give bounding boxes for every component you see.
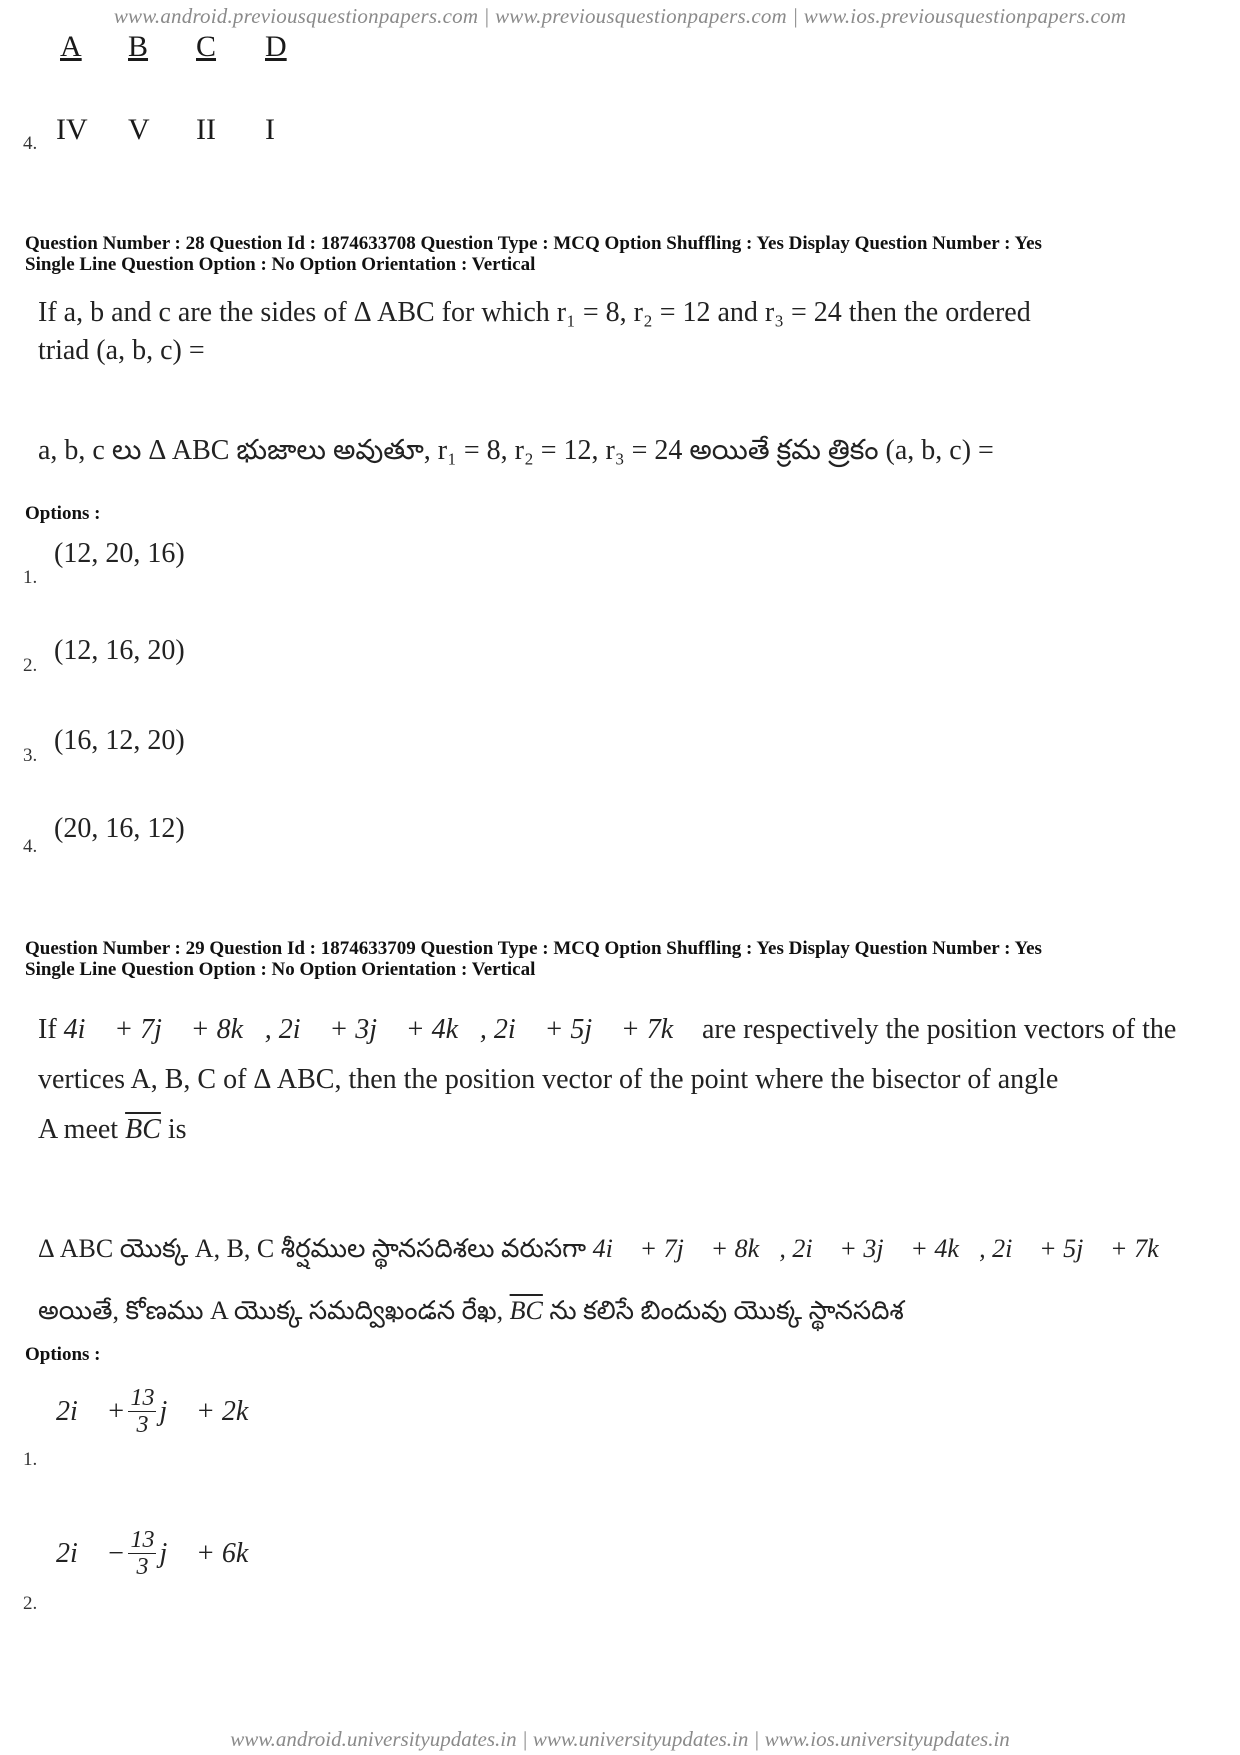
q28-meta-line2: Single Line Question Option : No Option Orientation : Vertical	[25, 254, 536, 275]
q29-option-2-frac-num: 13	[130, 1527, 155, 1553]
q29-option-1-pre: 2i⃗ +	[56, 1395, 126, 1427]
q28-option-4-value[interactable]: (20, 16, 12)	[54, 813, 185, 844]
q29-english-question	[38, 1005, 1176, 1155]
q28-english-question	[38, 294, 1031, 370]
q29-telugu-line2	[38, 1280, 1179, 1342]
match-value-a: IV	[56, 113, 88, 146]
q29-telugu-line1	[38, 1218, 1179, 1280]
q29-option-1-number[interactable]: 1.	[23, 1449, 38, 1470]
q28-option-2-value[interactable]: (12, 16, 20)	[54, 635, 185, 666]
q29-option-1-frac-num: 13	[130, 1385, 155, 1411]
footer-urls: www.android.universityupdates.in | www.universityupdates.in | www.ios.universityupdates.in	[230, 1727, 1010, 1751]
q29-option-2-value[interactable]	[56, 1527, 270, 1580]
q28-option-4-number[interactable]: 4.	[23, 836, 38, 857]
q29-meta	[25, 938, 1042, 980]
q28-options-label: Options :	[25, 503, 101, 524]
option-number: 4.	[23, 133, 38, 154]
q28-telugu-question: a, b, c లు Δ ABC భుజాలు అవుతూ, r₁ = 8, r₂ = 12, r₃ = 24 అయితే క్రమ త్రికం (a, b, c) =	[38, 435, 994, 466]
q29-telugu-vectors: 4i⃗ + 7j⃗ + 8k⃗, 2i⃗ + 3j⃗ + 4k⃗, 2i⃗ + 5j⃗ + 7k⃗	[592, 1234, 1179, 1263]
q28-english-line2: triad (a, b, c) =	[38, 335, 205, 366]
column-head-b: B	[128, 30, 149, 63]
q28-option-3-number[interactable]: 3.	[23, 745, 38, 766]
q28-option-1-value[interactable]: (12, 20, 16)	[54, 538, 185, 569]
q29-option-2-post: j⃗ + 6k⃗	[159, 1537, 271, 1569]
q29-telugu-line2-pre: అయితే, కోణము A యొక్క సమద్విఖండన రేఖ,	[38, 1296, 504, 1325]
q29-meta-line2: Single Line Question Option : No Option Orientation : Vertical	[25, 959, 536, 980]
q29-option-2-pre: 2i⃗ −	[56, 1537, 126, 1569]
q28-meta	[25, 233, 1042, 275]
column-head-a: A	[60, 30, 82, 63]
q29-telugu-line1-pre: Δ ABC యొక్క A, B, C శీర్షముల స్థానసదిశలు వరుసగా	[38, 1234, 587, 1263]
q29-options-label: Options :	[25, 1344, 101, 1365]
match-value-d: I	[265, 113, 275, 146]
q29-english-line2: vertices A, B, C of Δ ABC, then the position vector of the point where the bisector of angle	[38, 1064, 1059, 1095]
q29-option-1-post: j⃗ + 2k⃗	[159, 1395, 271, 1427]
q29-option-2-number[interactable]: 2.	[23, 1593, 38, 1614]
q29-english-bc: $\overline{BC}$	[125, 1114, 161, 1145]
q29-english-line1	[38, 1005, 1176, 1055]
q29-option-1-value[interactable]	[56, 1385, 270, 1438]
header-urls: www.android.previousquestionpapers.com | www.previousquestionpapers.com | www.ios.previousquestionpapers.com	[113, 4, 1127, 28]
q29-english-line1-rest: are respectively the position vectors of the	[702, 1014, 1177, 1045]
q29-english-if: If	[38, 1014, 57, 1045]
match-value-b: V	[128, 113, 150, 146]
q28-option-1-number[interactable]: 1.	[23, 567, 38, 588]
q29-option-2-frac-den: 3	[136, 1554, 149, 1580]
q29-telugu-line2-post: ను కలిసే బిందువు యొక్క స్థానసదిశ	[549, 1296, 904, 1325]
q29-english-vectors: 4i⃗ + 7j⃗ + 8k⃗, 2i⃗ + 3j⃗ + 4k⃗, 2i⃗ + 5j⃗ + 7k⃗	[63, 1014, 695, 1045]
q28-english-line1: If a, b and c are the sides of Δ ABC for which r₁ = 8, r₂ = 12 and r₃ = 24 then the ordered	[38, 297, 1031, 328]
q29-telugu-question	[38, 1218, 1179, 1342]
q29-option-1-frac-den: 3	[136, 1412, 149, 1438]
q29-option-1-fraction	[128, 1385, 156, 1438]
q28-option-2-number[interactable]: 2.	[23, 655, 38, 676]
q28-option-3-value[interactable]: (16, 12, 20)	[54, 725, 185, 756]
match-value-c: II	[196, 113, 216, 146]
q29-meta-line1: Question Number : 29 Question Id : 1874633709 Question Type : MCQ Option Shuffling : Yes Display Question Number : Yes	[25, 938, 1042, 959]
q29-english-line3-pre: A meet	[38, 1114, 119, 1145]
q29-option-2-fraction	[128, 1527, 156, 1580]
q28-meta-line1: Question Number : 28 Question Id : 1874633708 Question Type : MCQ Option Shuffling : Yes Display Question Number : Yes	[25, 233, 1042, 254]
column-head-d: D	[265, 30, 287, 63]
q29-english-line3	[38, 1105, 1176, 1155]
q29-english-line3-post: is	[167, 1114, 187, 1145]
q29-telugu-bc: $\overline{BC}$	[509, 1296, 543, 1325]
column-head-c: C	[196, 30, 217, 63]
